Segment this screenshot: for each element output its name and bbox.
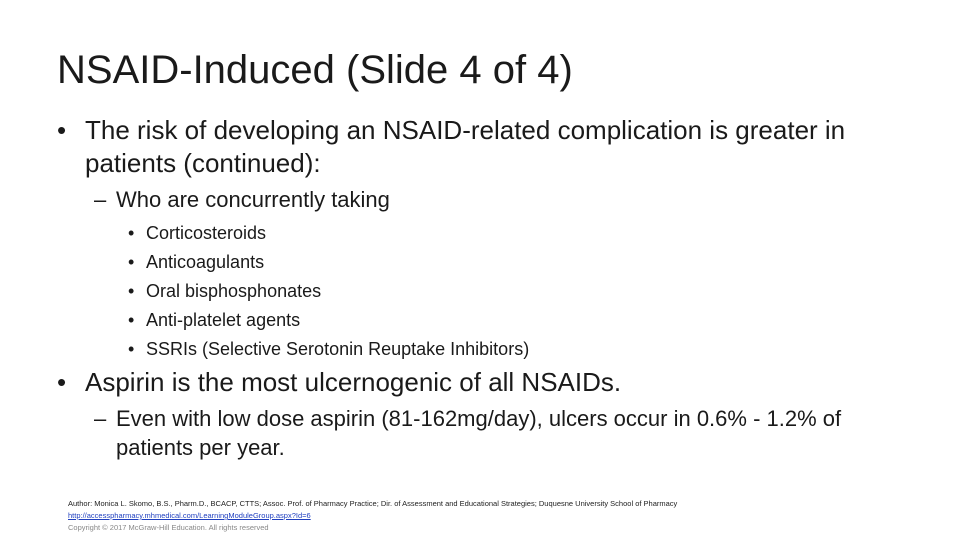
list-item <box>128 306 529 335</box>
sub-point-low-dose <box>94 404 874 462</box>
list-item-text: SSRIs (Selective Serotonin Reuptake Inhibitors) <box>146 339 530 359</box>
bullet-glyph: • <box>57 367 67 397</box>
bullet-glyph: • <box>128 310 135 330</box>
bullet-text: The risk of developing an NSAID-related complication is greater in patients (continued): <box>85 115 846 178</box>
slide-footer <box>68 498 677 534</box>
list-item <box>128 335 529 364</box>
sub-point-text: Even with low dose aspirin (81-162mg/day), ulcers occur in 0.6% - 1.2% of patients per year. <box>116 406 842 460</box>
list-item-text: Anticoagulants <box>146 252 265 272</box>
list-item <box>128 277 529 306</box>
list-item <box>128 248 529 277</box>
bullet-point-aspirin <box>57 366 847 399</box>
bullet-point-risk <box>57 114 847 180</box>
author-credit: Author: Monica L. Skomo, B.S., Pharm.D., BCACP, CTTS; Assoc. Prof. of Pharmacy Practice; Dir. of Assessment and Educational Strategies; Duquesne University School of Pharmacy <box>68 499 678 508</box>
list-item-text: Corticosteroids <box>146 223 267 243</box>
copyright-notice: Copyright © 2017 McGraw-Hill Education. All rights reserved <box>68 523 269 532</box>
bullet-glyph: • <box>57 115 67 145</box>
bullet-glyph: • <box>128 339 135 359</box>
source-link[interactable]: http://accesspharmacy.mhmedical.com/LearningModuleGroup.aspx?Id=6 <box>68 511 311 520</box>
list-item-text: Oral bisphosphonates <box>146 281 322 301</box>
bullet-glyph: • <box>128 281 135 301</box>
list-item <box>128 219 529 248</box>
bullet-text: Aspirin is the most ulcernogenic of all NSAIDs. <box>85 367 622 397</box>
sub-point-concurrent <box>94 185 854 214</box>
dash-glyph: – <box>94 187 107 212</box>
sub-point-text: Who are concurrently taking <box>116 187 390 212</box>
medication-list <box>128 219 529 364</box>
slide-title: NSAID-Induced (Slide 4 of 4) <box>57 48 573 92</box>
bullet-glyph: • <box>128 252 135 272</box>
list-item-text: Anti-platelet agents <box>146 310 301 330</box>
bullet-glyph: • <box>128 223 135 243</box>
dash-glyph: – <box>94 406 107 431</box>
